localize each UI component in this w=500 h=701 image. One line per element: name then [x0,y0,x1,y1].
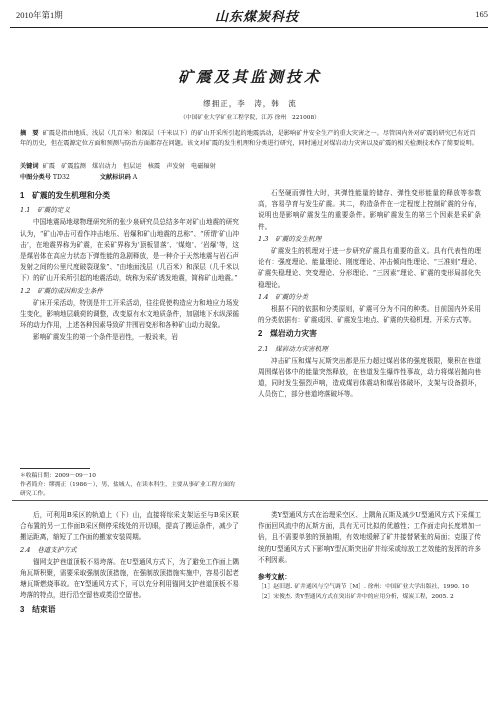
doc-code-label: 文献标识码 [99,174,131,181]
affiliation: （中国矿业大学矿业工程学院，江苏 徐州 221008） [180,115,320,121]
subsection-heading: 2.4 巷道支护方式 [20,545,77,554]
subsection-heading: 1.4 矿震的分类 [258,292,309,301]
section-heading: 2 煤岩动力灾害 [258,329,317,339]
abstract [20,129,480,149]
paragraph: 后，可利用B采区的轨道上（下）山，直接将综采支架运至与B采区联合布置的另一工作面B采区侧停采线处的开切眼，提高了搬运条件，减少了搬运距离，缩短了工作面的搬家安装周期。 [20,511,239,542]
article-divider [12,500,488,501]
classification [20,172,480,181]
abstract-text: 矿震是指由地质、浅层（几百米）和深层（千米以下）的矿山开采所引起的地震活动，是影响矿井安全生产的重大灾害之一。尽管国内外对矿震的研究已有近百年的历史，但在震源定位方面和预测与防治方面都存在问题。该文对矿震的发生机理和分类进行研究，同时通过对煤岩动力灾害以及矿震的相关检测技术作了简要说明。 [20,130,478,147]
page-number: 165 [475,9,488,19]
paragraph: 矿震发生的机理对于进一步研究矿震具有重要的意义。具有代表性的理论有：强度理论、能量理论、刚度理论、冲击倾向性理论、“三准则”理论、矿震失稳理论、突变理论、分形理论、“三因素”理论、矿震的变形局部化失稳理论。 [258,247,481,289]
paragraph: 影响矿震发生的第一个条件是岩性，一般说来，岩 [33,333,179,342]
author-bio: 作者简介：缪拥正（1986－），男，盐城人，在读本科生，主要从事矿业工程方面的研究工作。 [20,482,235,497]
subsection-heading: 1.2 矿震的成因和发生条件 [20,286,104,295]
footnote [20,472,239,499]
lower-right-column [258,510,481,602]
reference-item: ［1］赵旧恩. 矿井通风与空气调节［M］. 徐州：中国矿业大学出版社，1990. 10 [258,584,469,591]
right-column [258,188,481,402]
abstract-label: 摘 要 [20,130,39,137]
received-date: ＊收稿日期：2009－09－10 [20,473,96,479]
clc-code: TD32 [52,174,70,181]
lower-left-column [20,510,239,619]
paragraph: 根据不同的依据和分类原则，矿震可分为不同的种类。目前国内外采用的分类依据有：矿震成因、矿震发生地点、矿震的失稳机理、开采方式等。 [258,305,481,325]
journal-name: 山东煤炭科技 [215,10,300,25]
doc-code: A [132,174,138,181]
authors: 缪拥正，李 涛，韩 流 [203,99,297,108]
paragraph: 矿床开采活动，特别是井工开采活动，往往促使构造应力和地应力场发生变化，影响地层载荷的调整，改变原有水文地质条件，加剧地下水纵深循环的动力作用，上述各种因素导致矿井围岩变形和各种矿山动力现象。 [20,298,239,330]
clc-label: 中图分类号 [20,174,51,181]
keywords-text: 矿震 矿震监测 煤岩动力 但层运 核震 声发射 电磁辐射 [42,163,216,170]
keywords-label: 关键词 [20,163,39,170]
section-heading: 1 矿震的发生机理和分类 [20,191,111,200]
running-header [10,6,488,26]
subsection-heading: 2.1 煤岩动力灾害机理 [258,344,328,353]
paragraph: 石坚硬而弹性大时，其弹性能量的储存、弹性变形能量的释放等参数高，容易孕育与发生矿震。其二，构造条件在一定程度上控制矿震的分布，说明也是影响矿震发生的重要条件。影响矿震发生的第三个因素是采矿条件。 [258,189,481,231]
keywords [20,161,480,170]
section-heading: 3 结束语 [20,604,56,614]
reference-item: ［2］宋俊杰. 类Y型通风方式在突出矿井中的应用分析，煤炭工程，2005. 2 [258,593,454,600]
header-divider [10,27,488,28]
paragraph: 中国地震局地球物理研究所的张少泉研究员总结多年对矿山地震的研究认为，“矿山冲击可看作冲击地压、岩爆和矿山地震的总称”、“所谓‘矿山冲击’，在地震界称为矿震，在采矿界称为‘顶板冒落’、‘煤炮’、‘岩爆’等，这是煤岩体在高应力状态下弹性能的急剧释放，是一种介于天然地震与岩石声发射之间的公里尺度破裂现象”、“由地面浅层（几百米）和深层（几千米以下）的矿山开采所引起的地震活动，统称为采矿诱发地震，简称矿山地震。” [20,218,239,283]
paragraph: 锚网支护巷道顶板不易垮落。在U型通风方式下，为了避免工作面上隅角瓦斯积聚，需要采取强制放顶措施，在强制放顶措施实施中，容易引起老塘瓦斯燃烧事故。在Y型通风方式下，可以充分利用锚网支护巷道顶板不易垮落的特点，进行沿空留巷或类沿空留巷。 [20,557,239,600]
paragraph: 类Y型通风方式在治理采空区、上隅角瓦斯及减少U型通风方式下采煤工作面回风流中的瓦斯方面，具有无可比拟的优越性；工作面走向长度增加一倍，且不需要单独的预抽期，有效地缓解了矿井接替紧张的局面；克服了传统的U型通风方式下影响Y型瓦斯突出矿井综采或综放工艺效能的发挥的许多不利因素。 [258,511,481,564]
article-title: 矿震及其监测技术 [177,68,322,86]
issue-number: 2010年第1期 [16,10,63,20]
subsection-heading: 1.3 矿震的发生机理 [258,234,322,243]
paragraph: 冲击矿压和煤与瓦斯突出都是压力超过煤岩体的强度极限，聚积在巷道周围煤岩体中的能量突然释放，在巷道发生爆炸性事故，动力将煤岩抛向巷道，同时发生强烈声响，造成煤岩体震动和煤岩体破坏，支架与设备损坏，人员伤亡，部分巷道垮落破坏等。 [258,356,481,399]
references-heading: 参考文献： [258,573,291,582]
left-column [20,188,239,345]
footnote-divider [20,468,90,469]
subsection-heading: 1.1 矿震的定义 [20,206,71,215]
